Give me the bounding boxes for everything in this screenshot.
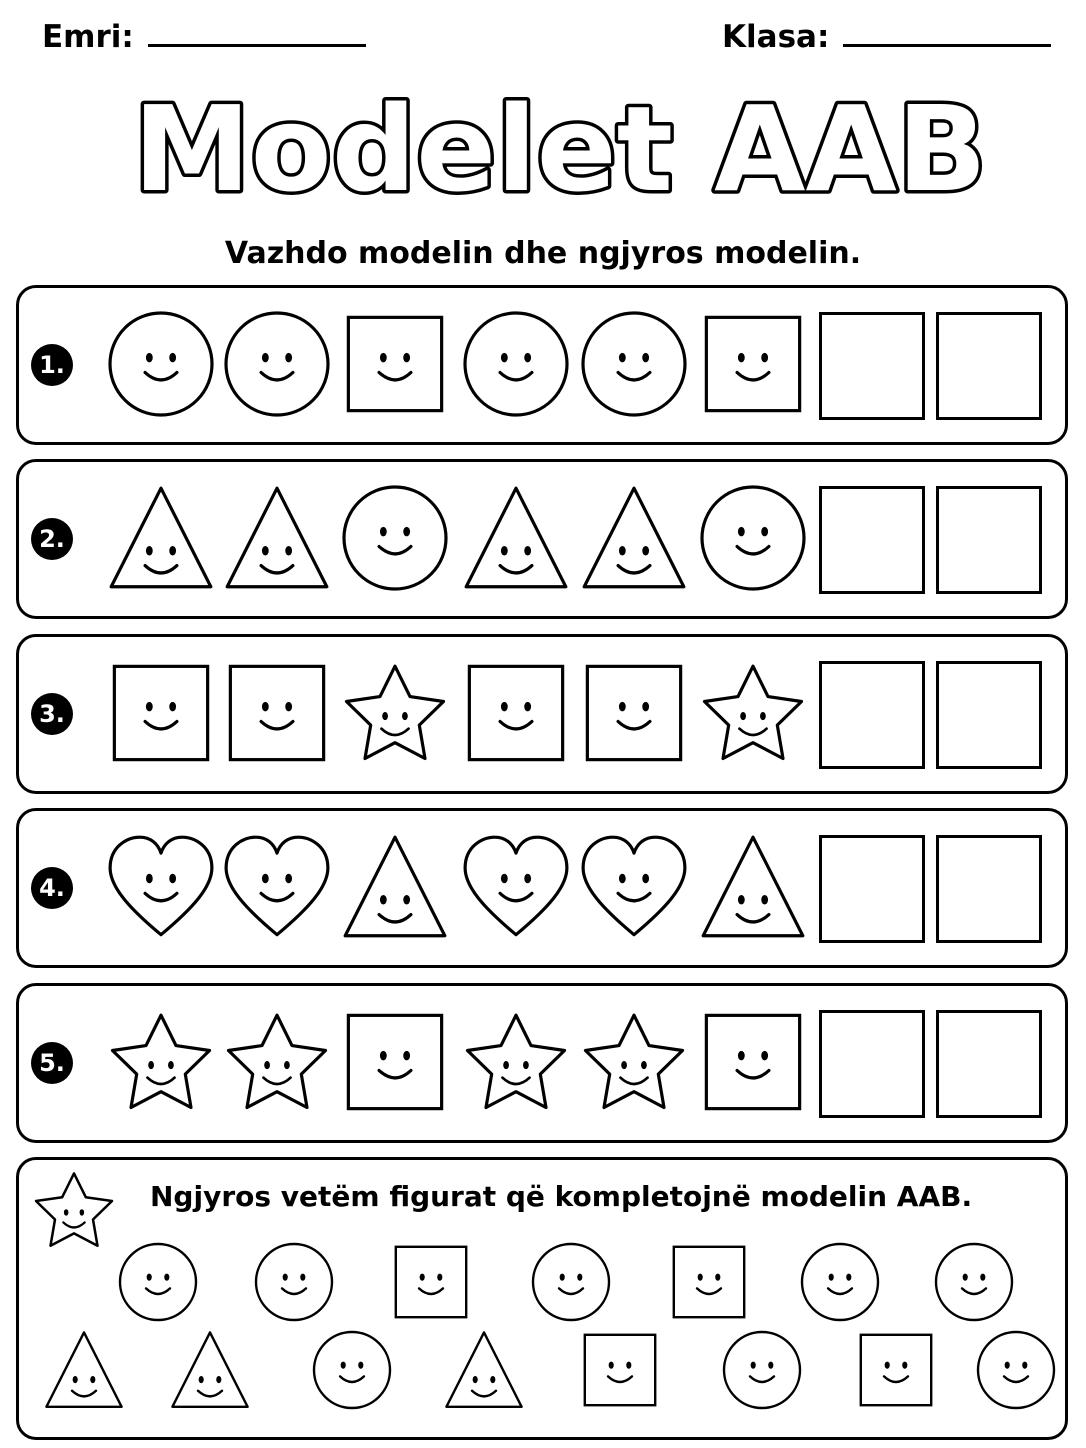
star-icon[interactable]: [342, 660, 448, 766]
square-icon[interactable]: [856, 1330, 936, 1410]
page-title: [0, 80, 1086, 220]
heart-icon[interactable]: [581, 834, 687, 940]
triangle-icon[interactable]: [444, 1330, 524, 1410]
answer-box[interactable]: [819, 661, 925, 769]
class-label: Klasa:: [722, 19, 830, 55]
row-number-badge: 4.: [31, 867, 73, 909]
circle-icon[interactable]: [800, 1242, 880, 1322]
square-icon[interactable]: [463, 660, 569, 766]
answer-box[interactable]: [819, 1010, 925, 1118]
triangle-icon[interactable]: [463, 485, 569, 591]
row-number-badge: 2.: [31, 518, 73, 560]
class-line[interactable]: [843, 18, 1051, 47]
answer-box[interactable]: [819, 835, 925, 943]
star-icon[interactable]: [463, 1009, 569, 1115]
circle-icon[interactable]: [934, 1242, 1014, 1322]
triangle-icon[interactable]: [581, 485, 687, 591]
star-icon[interactable]: [108, 1009, 214, 1115]
answer-box[interactable]: [819, 312, 925, 420]
circle-icon[interactable]: [976, 1330, 1056, 1410]
name-field[interactable]: [42, 18, 366, 55]
row-number-badge: 3.: [31, 693, 73, 735]
answer-box[interactable]: [936, 661, 1042, 769]
circle-icon[interactable]: [722, 1330, 802, 1410]
star-icon[interactable]: [32, 1168, 116, 1252]
triangle-icon[interactable]: [44, 1330, 124, 1410]
bonus-instruction: Ngjyros vetëm figurat që kompletojnë modelin AAB.: [150, 1180, 973, 1213]
square-icon[interactable]: [580, 1330, 660, 1410]
square-icon[interactable]: [342, 1009, 448, 1115]
triangle-icon[interactable]: [108, 485, 214, 591]
triangle-icon[interactable]: [170, 1330, 250, 1410]
square-icon[interactable]: [669, 1242, 749, 1322]
heart-icon[interactable]: [224, 834, 330, 940]
circle-icon[interactable]: [118, 1242, 198, 1322]
circle-icon[interactable]: [700, 485, 806, 591]
star-icon[interactable]: [700, 660, 806, 766]
square-icon[interactable]: [700, 311, 806, 417]
star-icon[interactable]: [224, 1009, 330, 1115]
circle-icon[interactable]: [581, 311, 687, 417]
square-icon[interactable]: [108, 660, 214, 766]
answer-box[interactable]: [819, 486, 925, 594]
circle-icon[interactable]: [108, 311, 214, 417]
name-line[interactable]: [148, 18, 366, 47]
row-number-badge: 5.: [31, 1042, 73, 1084]
circle-icon[interactable]: [312, 1330, 392, 1410]
name-label: Emri:: [42, 19, 134, 55]
heart-icon[interactable]: [108, 834, 214, 940]
circle-icon[interactable]: [531, 1242, 611, 1322]
answer-box[interactable]: [936, 486, 1042, 594]
triangle-icon[interactable]: [700, 834, 806, 940]
class-field[interactable]: [722, 18, 1051, 55]
square-icon[interactable]: [391, 1242, 471, 1322]
circle-icon[interactable]: [224, 311, 330, 417]
answer-box[interactable]: [936, 835, 1042, 943]
square-icon[interactable]: [224, 660, 330, 766]
answer-box[interactable]: [936, 312, 1042, 420]
square-icon[interactable]: [342, 311, 448, 417]
heart-icon[interactable]: [463, 834, 569, 940]
square-icon[interactable]: [581, 660, 687, 766]
circle-icon[interactable]: [463, 311, 569, 417]
circle-icon[interactable]: [254, 1242, 334, 1322]
answer-box[interactable]: [936, 1010, 1042, 1118]
page-title-text: Modelet AAB: [133, 80, 987, 218]
circle-icon[interactable]: [342, 485, 448, 591]
star-icon[interactable]: [581, 1009, 687, 1115]
row-number-badge: 1.: [31, 344, 73, 386]
triangle-icon[interactable]: [224, 485, 330, 591]
triangle-icon[interactable]: [342, 834, 448, 940]
square-icon[interactable]: [700, 1009, 806, 1115]
instruction-text: Vazhdo modelin dhe ngjyros modelin.: [224, 236, 862, 271]
